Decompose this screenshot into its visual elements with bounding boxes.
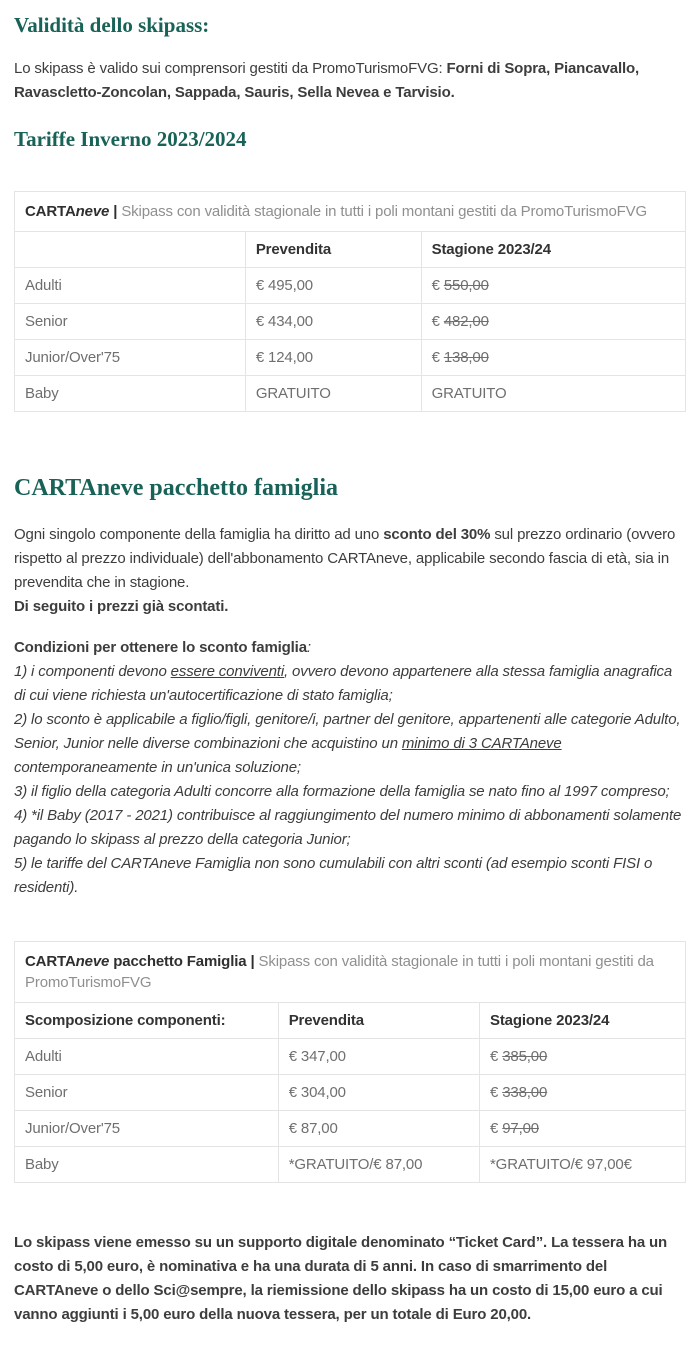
conditions-title-colon: : (306, 638, 311, 656)
price-prevendita: € 434,00 (245, 303, 421, 339)
price-text: *GRATUITO/€ 97,00€ (489, 1155, 632, 1173)
condition-text: 4) *il Baby (2017 - 2021) contribuisce al raggiungimento del numero minimo di abbonamenti solamente pagando lo skipass al prezzo della categoria Junior; (14, 806, 682, 848)
condition-text: 1) i componenti devono (14, 662, 171, 680)
price-struck: 338,00 (502, 1083, 548, 1101)
paragraph-ticket-card: Lo skipass viene emesso su un supporto digitale denominato “Ticket Card”. La tessera ha un costo di 5,00 euro, è nominativa e ha una durata di 5 anni. In caso di smarrimento del CARTAneve o dello Sci@sempre, la riemissione dello skipass ha un costo di 15,00 euro a cui vanno aggiunti i 5,00 euro della nuova tessera, per un totale di Euro 20,00. (14, 1233, 668, 1323)
column-header-stagione: Stagione 2023/24 (421, 231, 685, 267)
row-label: Junior/Over'75 (15, 339, 246, 375)
row-label: Baby (15, 1146, 279, 1182)
price-prevendita: GRATUITO (245, 375, 421, 411)
column-header-stagione: Stagione 2023/24 (479, 1002, 685, 1038)
price-currency: € (489, 1047, 503, 1065)
table-cartaneve (14, 191, 686, 412)
price-stagione (479, 1074, 685, 1110)
price-stagione (479, 1110, 685, 1146)
paragraph-famiglia (14, 523, 686, 619)
condition-item (14, 804, 686, 852)
row-label: Adulti (15, 267, 246, 303)
price-prevendita: € 495,00 (245, 267, 421, 303)
famiglia-discount: sconto del 30% (383, 525, 491, 543)
brand-carta: CARTA (25, 202, 76, 220)
table-row (15, 191, 686, 231)
heading-cartaneve-famiglia: CARTAneve pacchetto famiglia (14, 474, 338, 501)
column-header-scomposizione: Scomposizione componenti: (15, 1002, 279, 1038)
row-label: Adulti (15, 1038, 279, 1074)
condition-item (14, 780, 686, 804)
condition-item (14, 708, 686, 780)
table-row (15, 1038, 686, 1074)
condition-text: contemporaneamente in un'unica soluzione; (14, 758, 301, 776)
condition-underlined: minimo di 3 CARTAneve (401, 734, 562, 752)
conditions-title-bold: Condizioni per ottenere lo sconto famiglia (14, 638, 307, 656)
famiglia-text-pre: Ogni singolo componente della famiglia ha diritto ad uno (14, 525, 384, 543)
caption-description: Skipass con validità stagionale in tutti i poli montani gestiti da PromoTurismoFVG (25, 952, 654, 991)
price-stagione (421, 267, 685, 303)
price-currency: € (489, 1119, 503, 1137)
price-text: GRATUITO (431, 384, 507, 402)
price-prevendita: € 124,00 (245, 339, 421, 375)
caption-separator: | (246, 952, 259, 970)
table-header-row (15, 231, 686, 267)
brand-neve: neve (75, 952, 110, 970)
price-struck: 385,00 (502, 1047, 548, 1065)
price-stagione (421, 375, 685, 411)
price-currency: € (431, 312, 444, 330)
price-prevendita: € 87,00 (278, 1110, 479, 1146)
price-struck: 482,00 (443, 312, 489, 330)
condition-item (14, 660, 686, 708)
table-caption (15, 191, 686, 231)
price-currency: € (431, 276, 444, 294)
row-label: Senior (15, 303, 246, 339)
condition-text: 3) il figlio della categoria Adulti concorre alla formazione della famiglia se nato fino al 1997 compreso; (14, 782, 670, 800)
price-stagione (421, 303, 685, 339)
table-row (15, 1074, 686, 1110)
table-row (15, 1146, 686, 1182)
price-stagione (479, 1146, 685, 1182)
table-header-row (15, 1002, 686, 1038)
price-prevendita: € 347,00 (278, 1038, 479, 1074)
caption-separator: | (109, 202, 122, 220)
condition-underlined: essere conviventi (170, 662, 284, 680)
condition-text: 2) lo sconto è applicabile a figlio/figli, genitore/i, partner del genitore, appartenenti alle categorie Adulto, Senior, Junior nelle diverse combinazioni che acquistino un (14, 710, 681, 752)
price-prevendita: *GRATUITO/€ 87,00 (278, 1146, 479, 1182)
price-struck: 97,00 (502, 1119, 539, 1137)
table-row (15, 267, 686, 303)
row-label: Senior (15, 1074, 279, 1110)
price-stagione (479, 1038, 685, 1074)
price-prevendita: € 304,00 (278, 1074, 479, 1110)
table-row (15, 941, 686, 1002)
table-caption (15, 941, 686, 1002)
row-label: Baby (15, 375, 246, 411)
caption-description: Skipass con validità stagionale in tutti i poli montani gestiti da PromoTurismoFVG (121, 202, 648, 220)
brand-neve: neve (75, 202, 110, 220)
column-header-empty (15, 231, 246, 267)
brand-carta: CARTA (25, 952, 76, 970)
conditions-block (14, 636, 686, 900)
price-struck: 138,00 (443, 348, 489, 366)
resort-list: Forni di Sopra, Piancavallo, Ravascletto-Zoncolan, Sappada, Sauris, Sella Nevea e Tarvisio. (14, 60, 640, 102)
table-row (15, 339, 686, 375)
famiglia-text-post: sul prezzo ordinario (ovvero rispetto al prezzo individuale) dell'abbonamento CARTAneve, applicabile secondo fascia di età, sia in prevendita che in stagione. (14, 525, 676, 591)
table-cartaneve-famiglia (14, 941, 686, 1183)
price-currency: € (431, 348, 444, 366)
brand-rest: pacchetto Famiglia (109, 952, 247, 970)
condition-text: , ovvero devono appartenere alla stessa famiglia anagrafica di cui viene richiesta un'autocertificazione di stato famiglia; (14, 662, 673, 704)
condition-text: 5) le tariffe del CARTAneve Famiglia non sono cumulabili con altri sconti (ad esempio sconti FISI o residenti). (14, 854, 653, 896)
condition-item (14, 852, 686, 900)
intro-text: Lo skipass è valido sui comprensori gestiti da PromoTurismoFVG: (14, 60, 447, 78)
table-row (15, 375, 686, 411)
price-stagione (421, 339, 685, 375)
price-struck: 550,00 (443, 276, 489, 294)
famiglia-bold-line: Di seguito i prezzi già scontati. (14, 597, 229, 615)
table-row (15, 1110, 686, 1146)
row-label: Junior/Over'75 (15, 1110, 279, 1146)
table-row (15, 303, 686, 339)
column-header-prevendita: Prevendita (278, 1002, 479, 1038)
heading-tariffe-inverno: Tariffe Inverno 2023/2024 (14, 127, 247, 152)
paragraph-intro (14, 57, 686, 105)
price-currency: € (489, 1083, 503, 1101)
heading-validita-skipass: Validità dello skipass: (14, 13, 210, 37)
column-header-prevendita: Prevendita (245, 231, 421, 267)
conditions-title (14, 636, 686, 660)
